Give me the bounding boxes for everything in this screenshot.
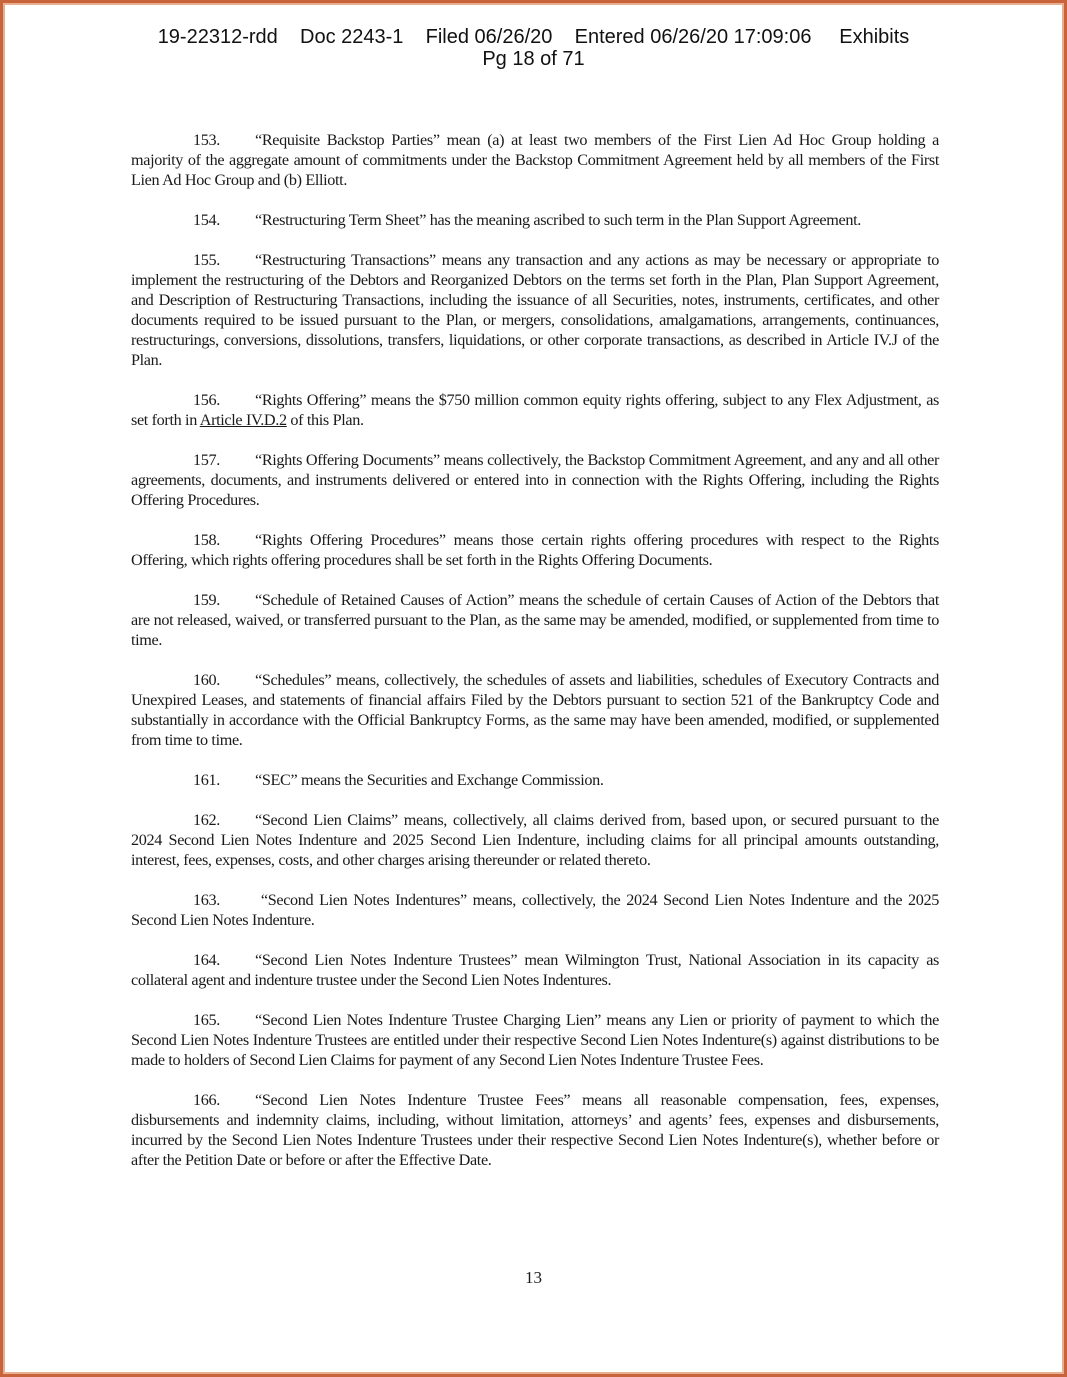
definition-text-end: of this Plan. xyxy=(286,411,364,429)
definition-156 xyxy=(131,390,939,430)
definition-number: 157. xyxy=(193,451,220,469)
definition-text: “Second Lien Claims” means, collectively, all claims derived from, based upon, or secured pursuant to the 2024 Second Lien Notes Indenture and 2025 Second Lien Indenture, including claims for all principal amounts outstanding, interest, fees, expenses, costs, and other charges arising thereunder or related thereto. xyxy=(131,811,939,869)
definition-text: “Second Lien Notes Indenture Trustee Fees” means all reasonable compensation, fees, expenses, disbursements and indemnity claims, including, without limitation, attorneys’ and agents’ fees, expenses and disbursements, incurred by the Second Lien Notes Indenture Trustees under their respective Second Lien Notes Indenture(s), whether before or after the Petition Date or before or after the Effective Date. xyxy=(131,1091,939,1169)
definition-162 xyxy=(131,810,939,870)
page-number: 13 xyxy=(525,1268,542,1287)
definition-number: 154. xyxy=(193,211,220,229)
definition-text: “Restructuring Term Sheet” has the meaning ascribed to such term in the Plan Support Agreement. xyxy=(255,211,861,229)
court-filing-header xyxy=(0,26,1067,70)
definition-number: 162. xyxy=(193,811,220,829)
definition-text: “Rights Offering Procedures” means those certain rights offering procedures with respect to the Rights Offering, which rights offering procedures shall be set forth in the Rights Offering Documents. xyxy=(131,531,939,569)
definitions-body xyxy=(131,130,939,1190)
definition-number: 166. xyxy=(193,1091,220,1109)
definition-160 xyxy=(131,670,939,750)
definition-number: 159. xyxy=(193,591,220,609)
filing-header-line: 19-22312-rdd Doc 2243-1 Filed 06/26/20 Entered 06/26/20 17:09:06 Exhibits xyxy=(157,26,910,48)
definition-text: “Rights Offering Documents” means collectively, the Backstop Commitment Agreement, and any and all other agreements, documents, and instruments delivered or entered into in connection with the Rights Offering, including the Rights Offering Procedures. xyxy=(131,451,939,509)
definition-text: “Second Lien Notes Indenture Trustees” mean Wilmington Trust, National Association in its capacity as collateral agent and indenture trustee under the Second Lien Notes Indentures. xyxy=(131,951,939,989)
definition-158 xyxy=(131,530,939,570)
definition-number: 160. xyxy=(193,671,220,689)
definition-166 xyxy=(131,1090,939,1170)
definition-number: 153. xyxy=(193,131,220,149)
definition-text: “Requisite Backstop Parties” mean (a) at least two members of the First Lien Ad Hoc Group holding a majority of the aggregate amount of commitments under the Backstop Commitment Agreement held by all members of the First Lien Ad Hoc Group and (b) Elliott. xyxy=(131,131,939,189)
definition-153 xyxy=(131,130,939,190)
definition-163 xyxy=(131,890,939,930)
definition-161 xyxy=(131,770,939,790)
article-reference-link[interactable]: Article IV.D.2 xyxy=(199,411,287,429)
definition-text: “Second Lien Notes Indenture Trustee Charging Lien” means any Lien or priority of payment to which the Second Lien Notes Indenture Trustees are entitled under their respective Second Lien Notes Indenture(s) against distributions to be made to holders of Second Lien Claims for payment of any Second Lien Notes Indenture Trustee Fees. xyxy=(131,1011,939,1069)
definition-text: “Second Lien Notes Indentures” means, collectively, the 2024 Second Lien Notes Indenture and the 2025 Second Lien Notes Indenture. xyxy=(131,891,939,929)
definition-text: “Schedule of Retained Causes of Action” means the schedule of certain Causes of Action of the Debtors that are not released, waived, or transferred pursuant to the Plan, as the same may be amended, modified, or supplemented from time to time. xyxy=(131,591,939,649)
definition-number: 163. xyxy=(193,891,220,909)
definition-number: 161. xyxy=(193,771,220,789)
definition-text: “Rights Offering” means the $750 million common equity rights offering, subject to any Flex Adjustment, as set forth in xyxy=(131,391,939,429)
definition-number: 158. xyxy=(193,531,220,549)
definition-154 xyxy=(131,210,939,230)
definition-155 xyxy=(131,250,939,370)
definition-164 xyxy=(131,950,939,990)
definition-number: 165. xyxy=(193,1011,220,1029)
definition-text: “SEC” means the Securities and Exchange Commission. xyxy=(255,771,604,789)
definition-157 xyxy=(131,450,939,510)
definition-number: 164. xyxy=(193,951,220,969)
definition-number: 155. xyxy=(193,251,220,269)
definition-number: 156. xyxy=(193,391,220,409)
definition-text: “Schedules” means, collectively, the schedules of assets and liabilities, schedules of Executory Contracts and Unexpired Leases, and statements of financial affairs Filed by the Debtors pursuant to section 521 of the Bankruptcy Code and substantially in accordance with the Official Bankruptcy Forms, as the same may have been amended, modified, or supplemented from time to time. xyxy=(131,671,939,749)
definition-text: “Restructuring Transactions” means any transaction and any actions as may be necessary or appropriate to implement the restructuring of the Debtors and Reorganized Debtors on the terms set forth in the Plan, Plan Support Agreement, and Description of Restructuring Transactions, including the issuance of all Securities, notes, instruments, certificates, and other documents required to be issued pursuant to the Plan, or mergers, consolidations, amalgamations, arrangements, continuances, restructurings, conversions, dissolutions, transfers, liquidations, or other corporate transactions, as described in Article IV.J of the Plan. xyxy=(131,251,939,369)
definition-165 xyxy=(131,1010,939,1070)
definition-159 xyxy=(131,590,939,650)
filing-page-count: Pg 18 of 71 xyxy=(482,48,585,70)
